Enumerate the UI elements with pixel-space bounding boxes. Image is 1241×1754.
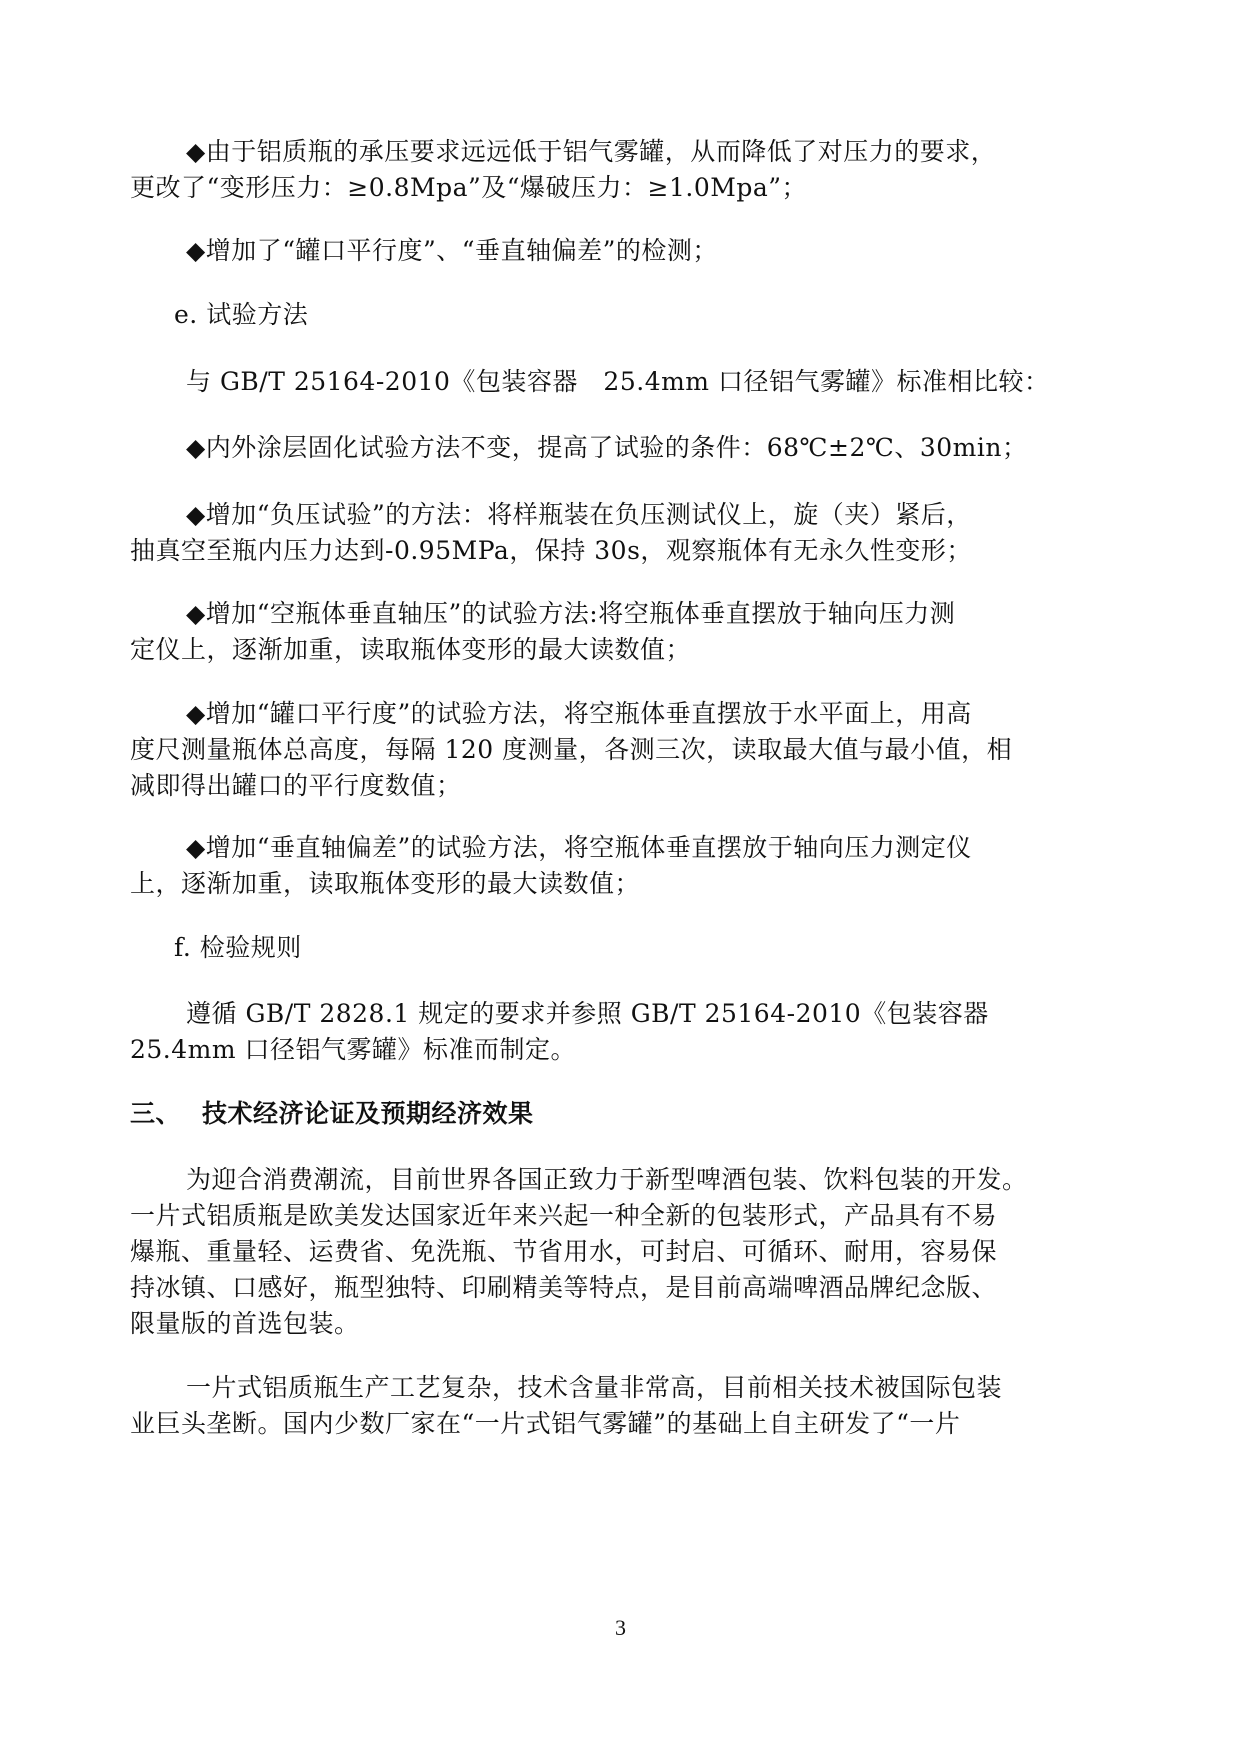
- paragraph-7-line-1: ◆增加“罐口平行度”的试验方法，将空瓶体垂直摆放于水平面上，用高: [186, 699, 972, 728]
- page-number: 3: [615, 1615, 626, 1640]
- section-heading: [130, 1095, 534, 1133]
- paragraph-8-line-1: ◆增加“垂直轴偏差”的试验方法，将空瓶体垂直摆放于轴向压力测定仪: [186, 833, 972, 862]
- paragraph-10-line-1: 遵循 GB/T 2828.1 规定的要求并参照 GB/T 25164-2010《包装容器: [186, 999, 989, 1028]
- section-paragraph-1-line-1: 为迎合消费潮流，目前世界各国正致力于新型啤酒包装、饮料包装的开发。: [186, 1165, 1028, 1194]
- paragraph-10-line-2: 25.4mm 口径铝气雾罐》标准而制定。: [130, 1035, 577, 1064]
- subsection-e-title: e. 试验方法: [174, 300, 309, 329]
- section-paragraph-2-line-1: 一片式铝质瓶生产工艺复杂，技术含量非常高，目前相关技术被国际包装: [186, 1373, 1003, 1402]
- section-title: 技术经济论证及预期经济效果: [202, 1099, 534, 1128]
- paragraph-1-line-1: ◆由于铝质瓶的承压要求远远低于铝气雾罐，从而降低了对压力的要求，: [186, 137, 997, 166]
- paragraph-2-line-1: ◆增加了“罐口平行度”、“垂直轴偏差”的检测；: [186, 236, 718, 265]
- paragraph-6-line-2: 定仪上，逐渐加重，读取瓶体变形的最大读数值；: [130, 635, 692, 664]
- paragraph-3-line-1: 与 GB/T 25164-2010《包装容器 25.4mm 口径铝气雾罐》标准相比较：: [186, 367, 1050, 396]
- section-paragraph-1-line-4: 持冰镇、口感好，瓶型独特、印刷精美等特点，是目前高端啤酒品牌纪念版、: [130, 1273, 998, 1302]
- paragraph-4-line-1: ◆内外涂层固化试验方法不变，提高了试验的条件：68℃±2℃、30min；: [186, 433, 1028, 462]
- paragraph-6-line-1: ◆增加“空瓶体垂直轴压”的试验方法:将空瓶体垂直摆放于轴向压力测: [186, 599, 956, 628]
- section-paragraph-2-line-2: 业巨头垄断。国内少数厂家在“一片式铝气雾罐”的基础上自主研发了“一片: [130, 1409, 961, 1438]
- section-paragraph-1-line-2: 一片式铝质瓶是欧美发达国家近年来兴起一种全新的包装形式，产品具有不易: [130, 1201, 998, 1230]
- subsection-f-title: f. 检验规则: [174, 933, 302, 962]
- section-number: 三、: [130, 1099, 182, 1128]
- paragraph-5-line-2: 抽真空至瓶内压力达到-0.95MPa，保持 30s，观察瓶体有无永久性变形；: [130, 536, 972, 565]
- paragraph-8-line-2: 上，逐渐加重，读取瓶体变形的最大读数值；: [130, 869, 641, 898]
- section-paragraph-1-line-3: 爆瓶、重量轻、运费省、免洗瓶、节省用水，可封启、可循环、耐用，容易保: [130, 1237, 998, 1266]
- paragraph-1-line-2: 更改了“变形压力：≥0.8Mpa”及“爆破压力：≥1.0Mpa”；: [130, 173, 808, 202]
- section-paragraph-1-line-5: 限量版的首选包装。: [130, 1309, 360, 1338]
- paragraph-7-line-3: 减即得出罐口的平行度数值；: [130, 771, 462, 800]
- paragraph-5-line-1: ◆增加“负压试验”的方法：将样瓶装在负压测试仪上，旋（夹）紧后，: [186, 500, 972, 529]
- paragraph-7-line-2: 度尺测量瓶体总高度，每隔 120 度测量，各测三次，读取最大值与最小值，相: [130, 735, 1013, 764]
